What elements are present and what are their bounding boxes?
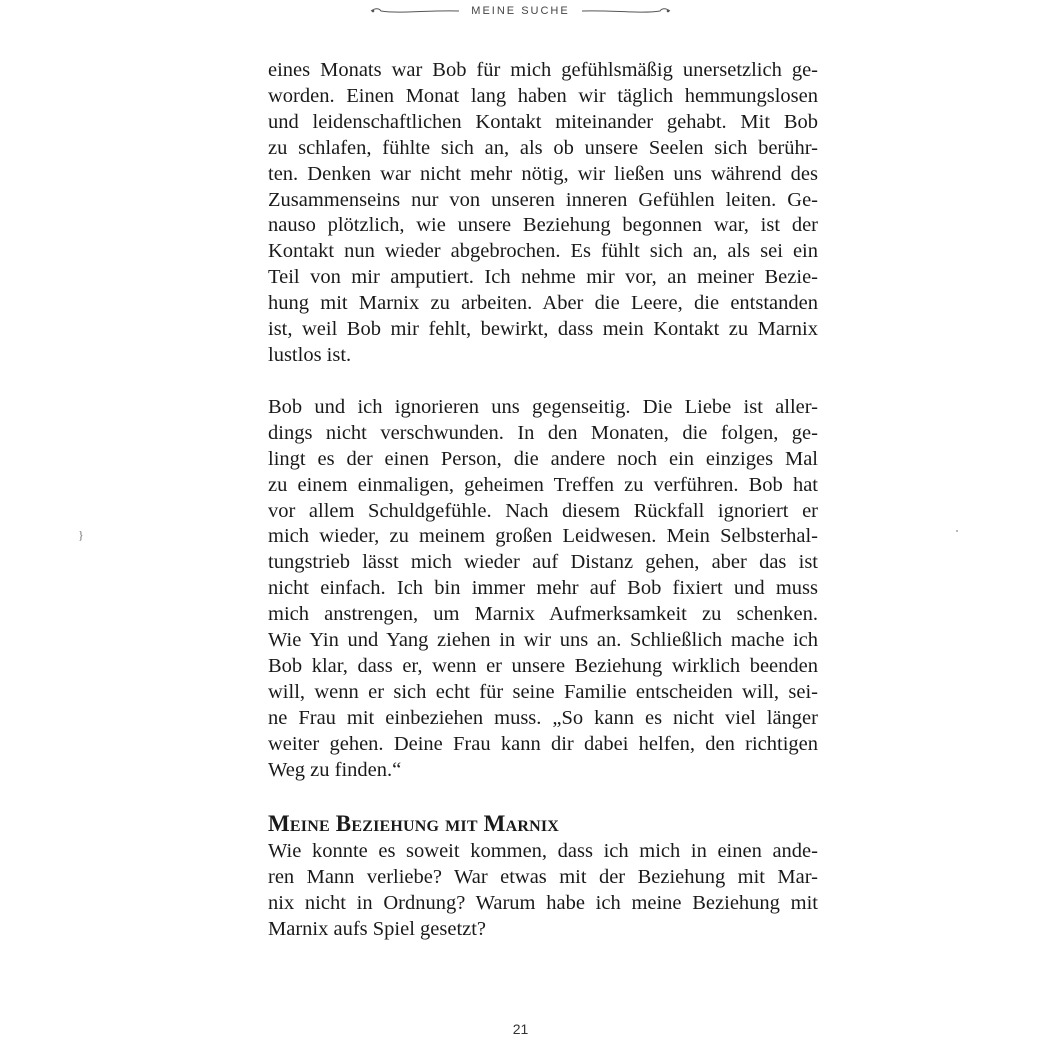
text-line: Bob klar, dass er, wenn er unsere Beziehung wirklich beenden xyxy=(268,654,818,677)
text-line: ist, weil Bob mir fehlt, bewirkt, dass mein Kontakt zu Marnix xyxy=(268,318,818,341)
text-line: Wie konnte es soweit kommen, dass ich mich in einen ande- xyxy=(268,840,818,863)
text-line: zu schlafen, fühlte sich an, als ob unsere Seelen sich berühr- xyxy=(268,136,818,159)
left-flourish-ornament xyxy=(369,6,461,16)
text-line: Kontakt nun wieder abgebrochen. Es fühlt sich an, als sei ein xyxy=(268,240,818,263)
text-line: Zusammenseins nur von unseren inneren Gefühlen leiten. Ge- xyxy=(268,188,818,211)
paragraph-3 xyxy=(268,839,818,943)
right-flourish-ornament xyxy=(580,6,672,16)
text-line: dings nicht verschwunden. In den Monaten, die folgen, ge- xyxy=(268,421,818,444)
text-line: nicht einfach. Ich bin immer mehr auf Bob fixiert und muss xyxy=(268,577,818,600)
text-line: Teil von mir amputiert. Ich nehme mir vor, an meiner Bezie- xyxy=(268,266,818,289)
section-heading: Meine Beziehung mit Marnix xyxy=(268,811,560,837)
text-line: ne Frau mit einbeziehen muss. „So kann es nicht viel länger xyxy=(268,706,818,729)
registration-mark-left: } xyxy=(78,528,84,542)
paragraph-2 xyxy=(268,395,818,784)
text-line: Bob und ich ignorieren uns gegenseitig. Die Liebe ist aller- xyxy=(268,395,818,418)
registration-mark-right xyxy=(956,530,958,532)
text-line: mich wieder, zu meinem großen Leidwesen. Mein Selbsterhal- xyxy=(268,525,818,548)
text-line: lingt es der einen Person, die andere noch ein einziges Mal xyxy=(268,447,818,470)
text-line: nix nicht in Ordnung? Warum habe ich meine Beziehung mit xyxy=(268,892,818,915)
text-line: Marnix aufs Spiel gesetzt? xyxy=(268,918,487,941)
text-line: ten. Denken war nicht mehr nötig, wir ließen uns während des xyxy=(268,162,818,185)
text-line: worden. Einen Monat lang haben wir täglich hemmungslosen xyxy=(268,84,818,107)
paragraph-1 xyxy=(268,58,818,369)
text-line: weiter gehen. Deine Frau kann dir dabei helfen, den richtigen xyxy=(268,732,818,755)
text-line: Wie Yin und Yang ziehen in wir uns an. Schließlich mache ich xyxy=(268,629,818,652)
page-body xyxy=(268,58,818,943)
text-line: und leidenschaftlichen Kontakt miteinander gehabt. Mit Bob xyxy=(268,110,818,133)
text-line: hung mit Marnix zu arbeiten. Aber die Leere, die entstanden xyxy=(268,292,818,315)
text-line: lustlos ist. xyxy=(268,343,352,366)
text-line: ren Mann verliebe? War etwas mit der Beziehung mit Mar- xyxy=(268,866,818,889)
running-title: MEINE SUCHE xyxy=(471,5,570,17)
text-line: nauso plötzlich, wie unsere Beziehung begonnen war, ist der xyxy=(268,214,818,237)
page-number: 21 xyxy=(512,1021,529,1037)
text-line: tungstrieb lässt mich wieder auf Distanz gehen, aber das ist xyxy=(268,551,818,574)
text-line: will, wenn er sich echt für seine Familie entscheiden will, sei- xyxy=(268,680,818,703)
text-line: vor allem Schuldgefühle. Nach diesem Rückfall ignoriert er xyxy=(268,499,818,522)
text-line: mich anstrengen, um Marnix Aufmerksamkeit zu schenken. xyxy=(268,603,818,626)
running-header xyxy=(0,2,1041,20)
text-line: eines Monats war Bob für mich gefühlsmäßig unersetzlich ge- xyxy=(268,59,818,81)
text-line: Weg zu finden.“ xyxy=(268,758,402,781)
text-line: zu einem einmaligen, geheimen Treffen zu verführen. Bob hat xyxy=(268,473,818,496)
